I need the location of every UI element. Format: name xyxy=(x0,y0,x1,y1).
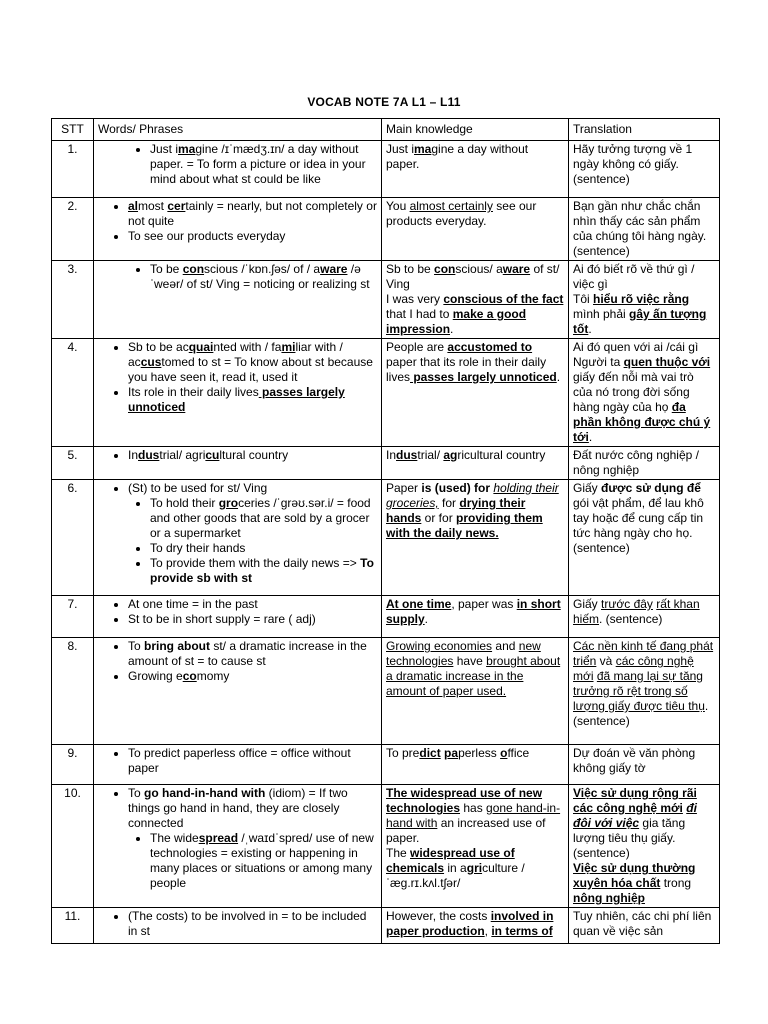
main-knowledge-cell: However, the costs involved in paper production, in terms of xyxy=(382,908,569,944)
translation-cell: Việc sử dụng rộng rãi các công nghệ mới đi đôi với việc gia tăng lượng tiêu thụ giấy. (sentence) Việc sử dụng thường xuyên hóa chất trong nông nghiệp xyxy=(569,785,720,908)
row-number: 11. xyxy=(52,908,94,944)
words-phrases-cell xyxy=(94,745,382,785)
table-row xyxy=(52,785,720,908)
words-phrases-cell xyxy=(94,447,382,480)
header-translation: Translation xyxy=(569,119,720,141)
phrase-item: • (The costs) to be involved in = to be included in st xyxy=(128,909,377,939)
translation-cell: Các nền kinh tế đang phát triển và các công nghệ mới đã mang lại sự tăng trưởng rõ rệt trong số lượng giấy được tiêu thụ. (sentence) xyxy=(569,638,720,745)
table-row xyxy=(52,480,720,596)
phrase-item: • Sb to be acquainted with / familiar with / accustomed to st = To know about st because you have seen it, read it, used it xyxy=(128,340,377,385)
header-words: Words/ Phrases xyxy=(94,119,382,141)
translation-cell: Đất nước công nghiệp / nông nghiệp xyxy=(569,447,720,480)
phrase-item: • To hold their groceries /ˈɡrəʊ.sər.i/ = food and other goods that are sold by a grocer or a supermarket xyxy=(150,496,377,541)
row-number: 2. xyxy=(52,198,94,261)
main-knowledge-cell: Paper is (used) for holding their groceries, for drying their hands or for providing them with the daily news. xyxy=(382,480,569,596)
phrase-item: • To dry their hands xyxy=(150,541,377,556)
table-row xyxy=(52,447,720,480)
row-number: 6. xyxy=(52,480,94,596)
phrase-item: • To see our products everyday xyxy=(128,229,377,244)
words-phrases-cell xyxy=(94,141,382,198)
main-knowledge-cell: To predict paperless office xyxy=(382,745,569,785)
table-row xyxy=(52,261,720,339)
main-knowledge-cell: You almost certainly see our products everyday. xyxy=(382,198,569,261)
phrase-item: • Industrial/ agricultural country xyxy=(128,448,377,463)
vocab-table xyxy=(51,118,720,944)
table-row xyxy=(52,141,720,198)
page-title: VOCAB NOTE 7A L1 – L11 xyxy=(307,95,461,109)
phrase-item: • To go hand-in-hand with (idiom) = If two things go hand in hand, they are closely connected xyxy=(128,786,377,831)
words-phrases-cell xyxy=(94,198,382,261)
table-row xyxy=(52,198,720,261)
translation-cell: Giấy trước đây rất khan hiếm. (sentence) xyxy=(569,596,720,638)
phrase-item: • Its role in their daily lives passes largely unnoticed xyxy=(128,385,377,415)
translation-cell: Dự đoán về văn phòng không giấy tờ xyxy=(569,745,720,785)
main-knowledge-cell: Growing economies and new technologies have brought about a dramatic increase in the amount of paper used. xyxy=(382,638,569,745)
phrase-item: • To provide them with the daily news => To provide sb with st xyxy=(150,556,377,586)
phrase-item: • To predict paperless office = office without paper xyxy=(128,746,377,776)
main-knowledge-cell: Industrial/ agricultural country xyxy=(382,447,569,480)
translation-cell: Tuy nhiên, các chi phí liên quan về việc sản xyxy=(569,908,720,944)
translation-cell: Ai đó biết rõ về thứ gì / việc gì Tôi hiểu rõ việc rằng mình phải gây ấn tượng tốt. xyxy=(569,261,720,339)
row-number: 5. xyxy=(52,447,94,480)
words-phrases-cell xyxy=(94,596,382,638)
phrase-item: • At one time = in the past xyxy=(128,597,377,612)
words-phrases-cell xyxy=(94,785,382,908)
words-phrases-cell xyxy=(94,261,382,339)
words-phrases-cell xyxy=(94,638,382,745)
table-row xyxy=(52,908,720,944)
header-stt: STT xyxy=(52,119,94,141)
words-phrases-cell xyxy=(94,908,382,944)
row-number: 10. xyxy=(52,785,94,908)
phrase-item: • To bring about st/ a dramatic increase in the amount of st = to cause st xyxy=(128,639,377,669)
main-knowledge-cell: People are accustomed to paper that its role in their daily lives passes largely unnoticed. xyxy=(382,339,569,447)
main-knowledge-cell: Sb to be conscious/ aware of st/ Ving I was very conscious of the fact that I had to make a good impression. xyxy=(382,261,569,339)
translation-cell: Bạn gần như chắc chắn nhìn thấy các sản phẩm của chúng tôi hàng ngày. (sentence) xyxy=(569,198,720,261)
header-main-knowledge: Main knowledge xyxy=(382,119,569,141)
table-row xyxy=(52,596,720,638)
translation-cell: Giấy được sử dụng để gói vật phẩm, để lau khô tay hoặc để cung cấp tin tức hàng ngày cho họ. (sentence) xyxy=(569,480,720,596)
phrase-item: • almost certainly = nearly, but not completely or not quite xyxy=(128,199,377,229)
row-number: 3. xyxy=(52,261,94,339)
table-row xyxy=(52,745,720,785)
phrase-item: • Growing ecomomy xyxy=(128,669,377,684)
row-number: 7. xyxy=(52,596,94,638)
words-phrases-cell xyxy=(94,339,382,447)
phrase-item: • Just imagine /ɪˈmædʒ.ɪn/ a day without paper. = To form a picture or idea in your mind about what st could be like xyxy=(150,142,377,187)
phrase-item: • St to be in short supply = rare ( adj) xyxy=(128,612,377,627)
row-number: 1. xyxy=(52,141,94,198)
row-number: 9. xyxy=(52,745,94,785)
words-phrases-cell xyxy=(94,480,382,596)
table-header-row xyxy=(52,119,720,141)
translation-cell: Ai đó quen với ai /cái gì Người ta quen thuộc với giấy đến nỗi mà vai trò của nó trong đời sống hàng ngày của họ đa phần không được chú ý tới. xyxy=(569,339,720,447)
table-row xyxy=(52,638,720,745)
translation-cell: Hãy tưởng tượng về 1 ngày không có giấy. (sentence) xyxy=(569,141,720,198)
row-number: 8. xyxy=(52,638,94,745)
table-row xyxy=(52,339,720,447)
main-knowledge-cell: The widespread use of new technologies has gone hand-in-hand with an increased use of paper. The widespread use of chemicals in agriculture /ˈæɡ.rɪ.kʌl.tʃər/ xyxy=(382,785,569,908)
phrase-item: • (St) to be used for st/ Ving xyxy=(128,481,377,496)
phrase-item: • To be conscious /ˈkɒn.ʃəs/ of / aware /əˈweər/ of st/ Ving = noticing or realizing st xyxy=(150,262,377,292)
main-knowledge-cell: At one time, paper was in short supply. xyxy=(382,596,569,638)
phrase-item: • The widespread /ˌwaɪdˈspred/ use of new technologies = existing or happening in many places or situations or among many people xyxy=(150,831,377,891)
main-knowledge-cell: Just imagine a day without paper. xyxy=(382,141,569,198)
row-number: 4. xyxy=(52,339,94,447)
